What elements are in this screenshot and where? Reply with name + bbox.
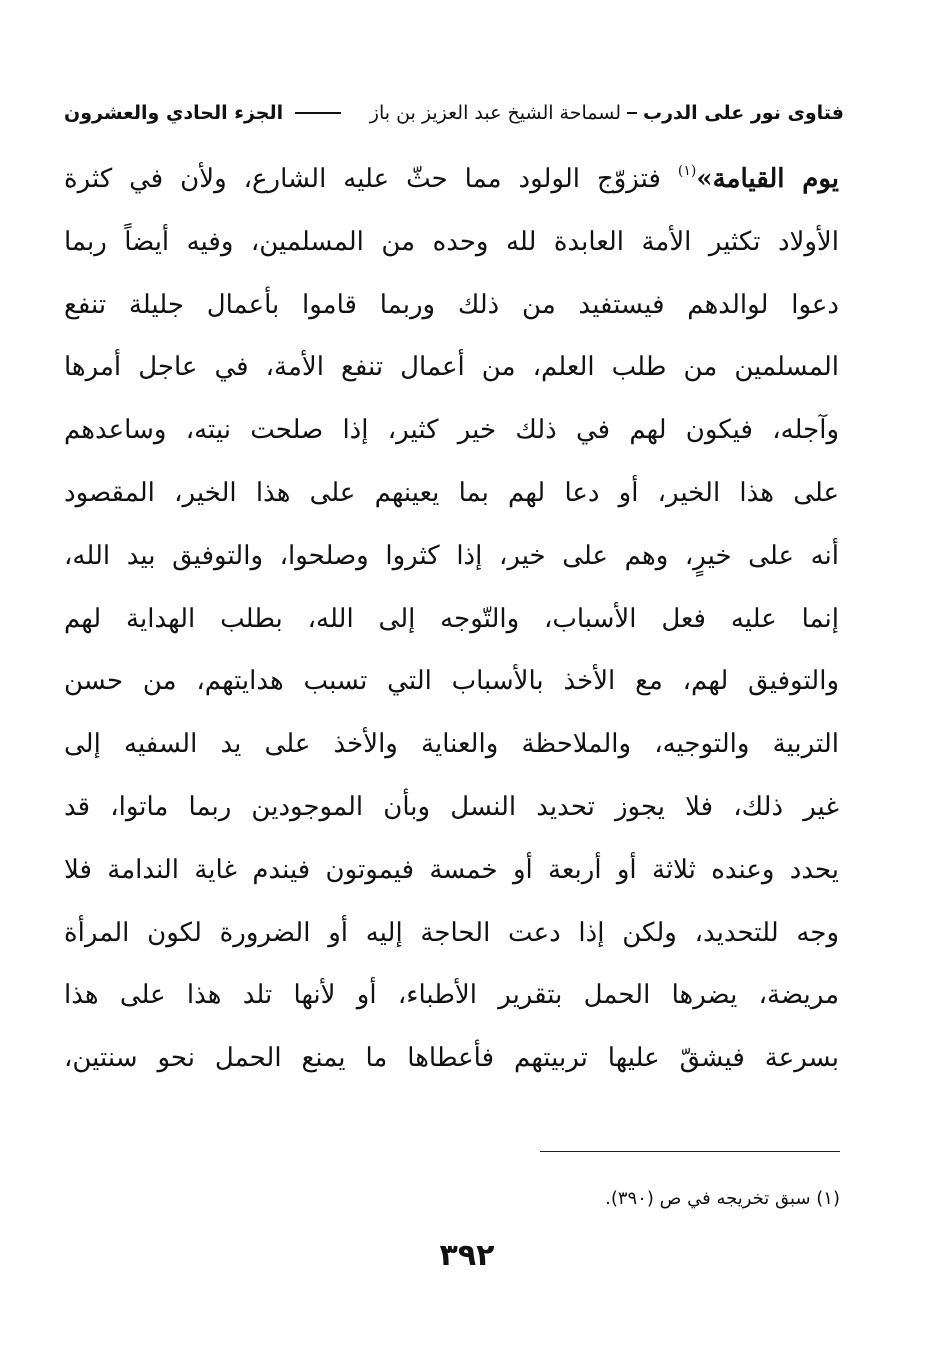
footnote-reference: (١)	[677, 163, 697, 179]
body-line: وآجله، فيكون لهم في ذلك خير كثير، إذا صلحت نيته، وساعدهم	[64, 415, 839, 446]
body-line: على هذا الخير، أو دعا لهم بما يعينهم على هذا الخير، المقصود	[64, 477, 839, 508]
footnote: (١) سبق تخريجه في ص (٣٩٠).	[605, 1188, 840, 1209]
body-line: دعوا لوالدهم فيستفيد من ذلك وربما قاموا بأعمال جليلة تنفع	[64, 289, 839, 320]
header-author: لسماحة الشيخ عبد العزيز بن باز	[369, 102, 621, 124]
header-title-group	[370, 102, 844, 124]
body-line: إنما عليه فعل الأسباب، والتّوجه إلى الله، بطلب الهداية لهم	[64, 603, 839, 634]
body-line	[64, 148, 839, 211]
body-line: يحدد وعنده ثلاثة أو أربعة أو خمسة فيموتون فيندم غاية الندامة فلا	[64, 854, 839, 885]
body-line: وجه للتحديد، ولكن إذا دعت الحاجة إليه أو الضرورة لكون المرأة	[64, 917, 839, 948]
footnote-separator	[540, 1151, 840, 1152]
header-dash	[627, 112, 637, 114]
quote-end-bold: يوم القيامة»	[696, 164, 839, 194]
running-header	[64, 102, 844, 136]
body-line-rest: فتزوّج الولود مما حثّ عليه الشارع، ولأن في كثرة	[64, 164, 678, 194]
header-part-group	[64, 102, 347, 124]
page-number: ٣٩٢	[439, 1238, 495, 1273]
body-line: المسلمين من طلب العلم، من أعمال تنفع الأمة، في عاجل أمرها	[64, 352, 839, 383]
body-line: مريضة، يضرها الحمل بتقرير الأطباء، أو لأنها تلد هذا على هذا	[64, 980, 839, 1011]
header-part: الجزء الحادي والعشرون	[64, 102, 284, 124]
body-line: أنه على خيرٍ، وهم على خير، إذا كثروا وصلحوا، والتوفيق بيد الله،	[64, 540, 839, 571]
body-line: بسرعة فيشقّ عليها تربيتهم فأعطاها ما يمنع الحمل نحو سنتين،	[64, 1043, 839, 1074]
header-long-dash	[295, 112, 341, 114]
header-book-title: فتاوى نور على الدرب	[643, 102, 844, 124]
body-line: الأولاد تكثير الأمة العابدة لله وحده من المسلمين، وفيه أيضاً ربما	[64, 226, 839, 257]
body-line: غير ذلك، فلا يجوز تحديد النسل وبأن الموجودين ربما ماتوا، قد	[64, 791, 839, 822]
body-line: والتوفيق لهم، مع الأخذ بالأسباب التي تسبب هدايتهم، من حسن	[64, 666, 839, 697]
body-text	[64, 148, 839, 1090]
body-line: التربية والتوجيه، والملاحظة والعناية والأخذ على يد السفيه إلى	[64, 729, 839, 760]
